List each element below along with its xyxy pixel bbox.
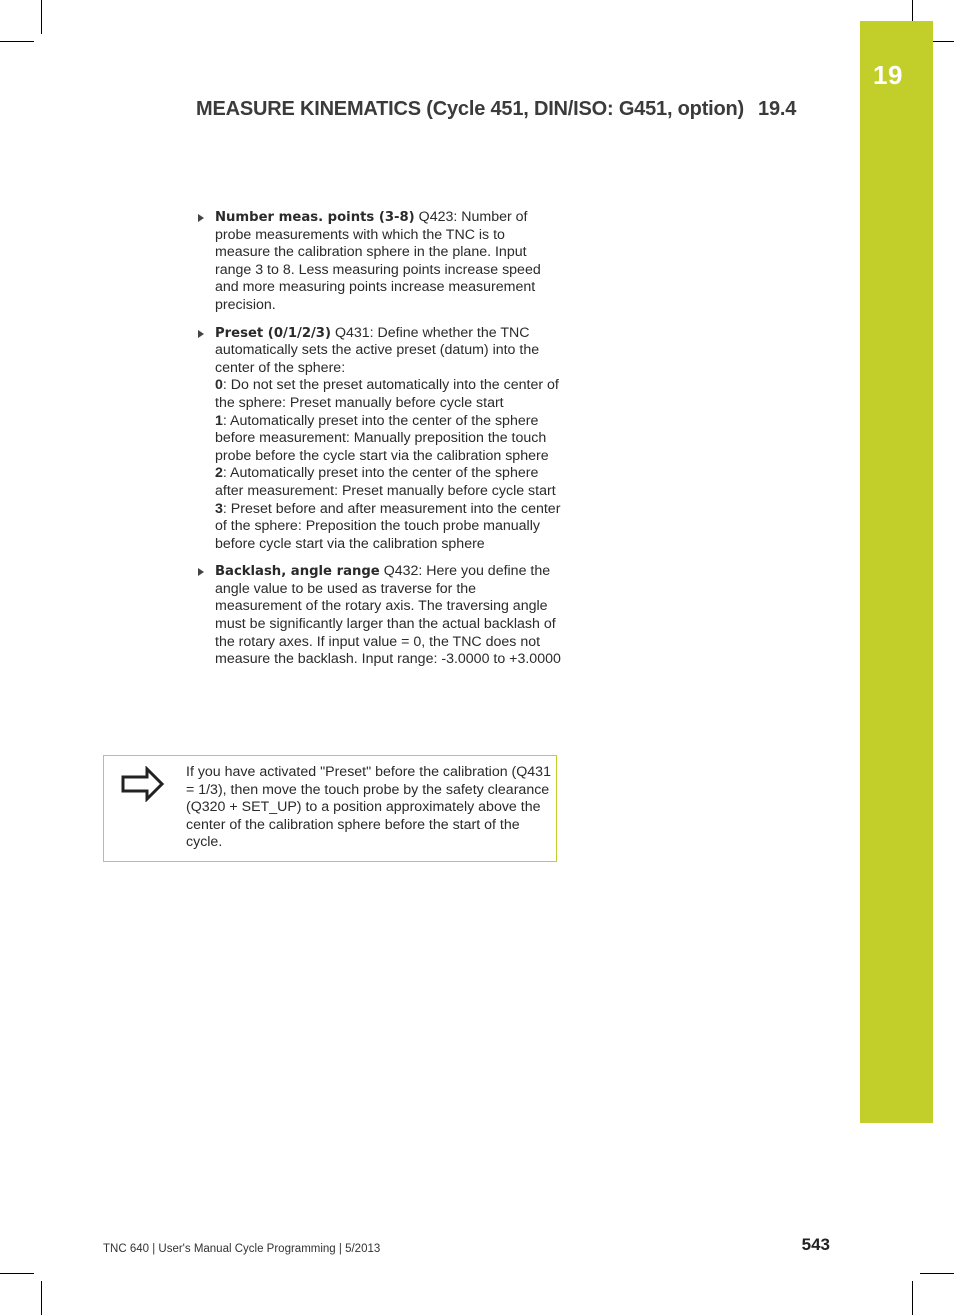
note-box bbox=[103, 755, 557, 862]
page-header bbox=[196, 98, 796, 121]
bullet-triangle-icon bbox=[198, 330, 204, 338]
option-key: 3 bbox=[215, 500, 223, 517]
crop-mark bbox=[41, 1281, 42, 1315]
crop-mark bbox=[41, 0, 42, 34]
param-description: Q431: Define whether the TNC automatically sets the active preset (datum) into the center of the sphere: bbox=[215, 324, 540, 376]
crop-mark bbox=[920, 1273, 954, 1274]
chapter-number: 19 bbox=[873, 60, 903, 90]
option-0 bbox=[215, 377, 564, 412]
option-text: : Automatically preset into the center of the sphere after measurement: Preset manually before cycle start bbox=[215, 465, 556, 499]
option-2 bbox=[215, 465, 564, 500]
option-text: : Automatically preset into the center of the sphere before measurement: Manually preposition the touch probe before the cycle start via the calibration sphere bbox=[215, 412, 549, 464]
option-text: : Preset before and after measurement into the center of the sphere: Preposition the touch probe manually before cycle start via the calibration sphere bbox=[215, 500, 561, 552]
param-number-meas-points bbox=[196, 209, 564, 315]
option-key: 1 bbox=[215, 412, 223, 429]
param-description: Q423: Number of probe measurements with which the TNC is to measure the calibration sphere in the plane. Input range 3 to 8. Less measuring points increase speed and more measuring points increase measurement precision. bbox=[215, 209, 541, 313]
bullet-triangle-icon bbox=[198, 568, 204, 576]
param-preset bbox=[196, 325, 564, 554]
chapter-tab bbox=[860, 21, 933, 1123]
option-key: 2 bbox=[215, 465, 223, 482]
header-title: MEASURE KINEMATICS (Cycle 451, DIN/ISO: G451, option) bbox=[196, 98, 745, 120]
crop-mark bbox=[0, 41, 34, 42]
parameter-list bbox=[196, 209, 564, 679]
crop-mark bbox=[0, 1273, 34, 1274]
header-section-number: 19.4 bbox=[758, 98, 797, 120]
param-name: Preset (0/1/2/3) bbox=[215, 325, 332, 341]
param-name: Number meas. points (3-8) bbox=[215, 210, 415, 225]
param-backlash-angle-range bbox=[196, 563, 564, 669]
option-3 bbox=[215, 501, 564, 554]
option-key: 0 bbox=[215, 377, 223, 394]
note-text: If you have activated "Preset" before the calibration (Q431 = 1/3), then move the touch probe by the safety clearance (Q320 + SET_UP) to a position approximately above the center of the calibration sphere before the start of the cycle. bbox=[186, 764, 551, 851]
option-1 bbox=[215, 413, 564, 466]
crop-mark bbox=[912, 1281, 913, 1315]
bullet-triangle-icon bbox=[198, 214, 204, 222]
option-text: : Do not set the preset automatically into the center of the sphere: Preset manually before cycle start bbox=[215, 377, 559, 411]
footer-text: TNC 640 | User's Manual Cycle Programming | 5/2013 bbox=[103, 1243, 381, 1255]
arrow-right-icon bbox=[121, 766, 165, 802]
param-description: Q432: Here you define the angle value to be used as traverse for the measurement of the rotary axis. The traversing angle must be significantly larger than the actual backlash of the rotary axes. If input value = 0, the TNC does not measure the backlash. Input range: -3.0000 to +3.0000 bbox=[215, 563, 561, 668]
param-name: Backlash, angle range bbox=[215, 564, 380, 580]
page-number: 543 bbox=[801, 1235, 830, 1254]
